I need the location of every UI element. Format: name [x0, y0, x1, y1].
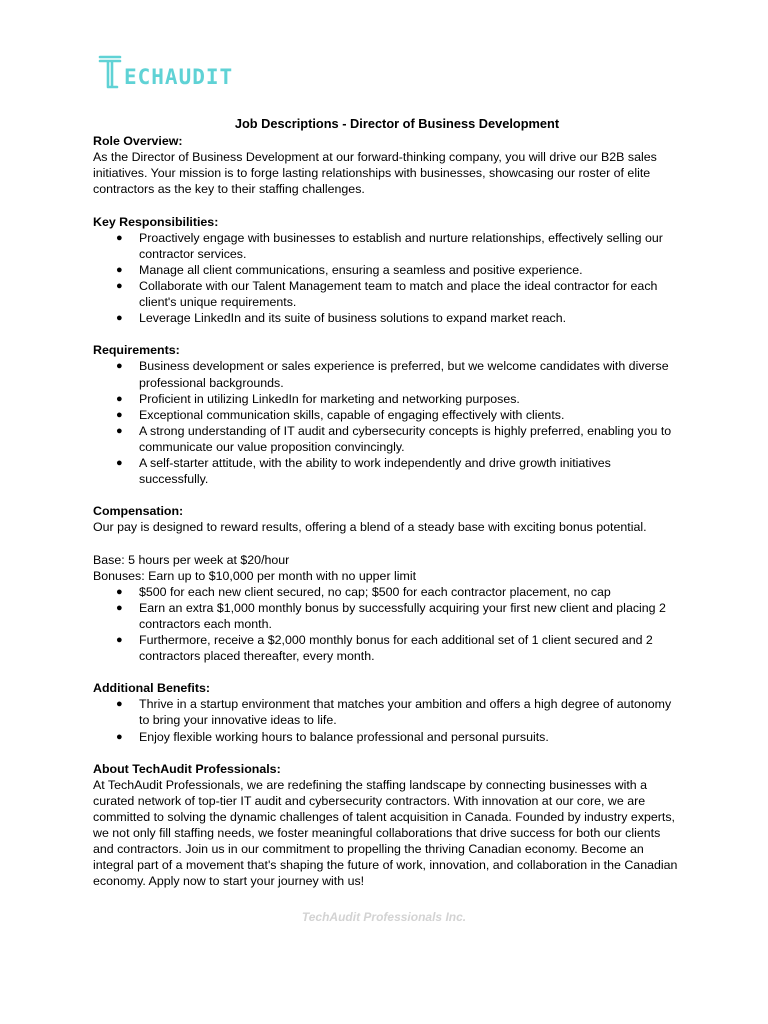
compensation-heading: Compensation: — [93, 504, 184, 519]
logo-text: ECHAUDIT — [124, 64, 234, 89]
role-overview-heading: Role Overview: — [93, 134, 183, 149]
bonus-list — [93, 584, 683, 664]
compensation-bonuses: Bonuses: Earn up to $10,000 per month with no upper limit — [93, 568, 417, 583]
compensation-base: Base: 5 hours per week at $20/hour — [93, 552, 290, 567]
list-item: ● Business development or sales experience is preferred, but we welcome candidates with diverse professional backgrounds. — [116, 359, 669, 390]
responsibilities-list — [93, 230, 683, 327]
t-letter-logo-icon — [97, 54, 123, 90]
requirements-list — [93, 358, 683, 487]
list-item: ● Proficient in utilizing LinkedIn for marketing and networking purposes. — [116, 391, 520, 406]
list-item: ● Furthermore, receive a $2,000 monthly bonus for each additional set of 1 client secured and 2 contractors placed thereafter, every month. — [116, 633, 653, 664]
list-item: ● Leverage LinkedIn and its suite of business solutions to expand market reach. — [116, 311, 567, 326]
list-item: ● A self-starter attitude, with the ability to work independently and drive growth initiatives successfully. — [116, 455, 611, 487]
footer-company-name: TechAudit Professionals Inc. — [301, 910, 467, 924]
list-item: ● Manage all client communications, ensuring a seamless and positive experience. — [116, 262, 583, 277]
about-heading: About TechAudit Professionals: — [93, 761, 281, 776]
list-item: ● $500 for each new client secured, no cap; $500 for each contractor placement, no cap — [116, 584, 611, 599]
compensation-intro: Our pay is designed to reward results, offering a blend of a steady base with exciting bonus potential. — [93, 520, 647, 535]
list-item: ● Collaborate with our Talent Management team to match and place the ideal contractor for each client's unique requirements. — [116, 278, 658, 310]
requirements-heading: Requirements: — [93, 343, 180, 358]
benefits-heading: Additional Benefits: — [93, 681, 211, 696]
job-description-body — [93, 116, 683, 890]
list-item: ● Earn an extra $1,000 monthly bonus by successfully acquiring your first new client and placing 2 contractors each month. — [116, 600, 666, 631]
list-item: ● Enjoy flexible working hours to balance professional and personal pursuits. — [116, 729, 549, 744]
list-item: ● Exceptional communication skills, capable of engaging effectively with clients. — [116, 407, 565, 422]
company-logo — [97, 52, 233, 92]
about-text: At TechAudit Professionals, we are redefining the staffing landscape by connecting businesses with a curated network of top-tier IT audit and cybersecurity contractors. With innovation at our core, we are committed to solving the dynamic challenges of talent acquisition in Canada. Founded by industry experts, we not only fill staffing needs, we foster meaningful collaborations that drive success for both our clients and contractors. Join us in our commitment to propelling the thriving Canadian economy. Become an integral part of a movement that's shaping the future of work, innovation, and collaboration in the Canadian economy. Apply now to start your journey with us! — [93, 777, 678, 889]
responsibilities-heading: Key Responsibilities: — [93, 214, 219, 229]
benefits-list — [93, 696, 683, 744]
list-item: ● Thrive in a startup environment that matches your ambition and offers a high degree of autonomy to bring your innovative ideas to life. — [116, 697, 672, 728]
list-item: ● Proactively engage with businesses to establish and nurture relationships, effectively selling our contractor services. — [116, 230, 663, 261]
role-overview-text: As the Director of Business Development at our forward-thinking company, you will drive our B2B sales initiatives. Your mission is to forge lasting relationships with businesses, showcasing our roster of elite contractors as the key to their staffing challenges. — [93, 150, 657, 197]
list-item: ● A strong understanding of IT audit and cybersecurity concepts is highly preferred, enabling you to communicate our value proposition convincingly. — [116, 423, 672, 454]
document-title: Job Descriptions - Director of Business Development — [234, 116, 560, 131]
